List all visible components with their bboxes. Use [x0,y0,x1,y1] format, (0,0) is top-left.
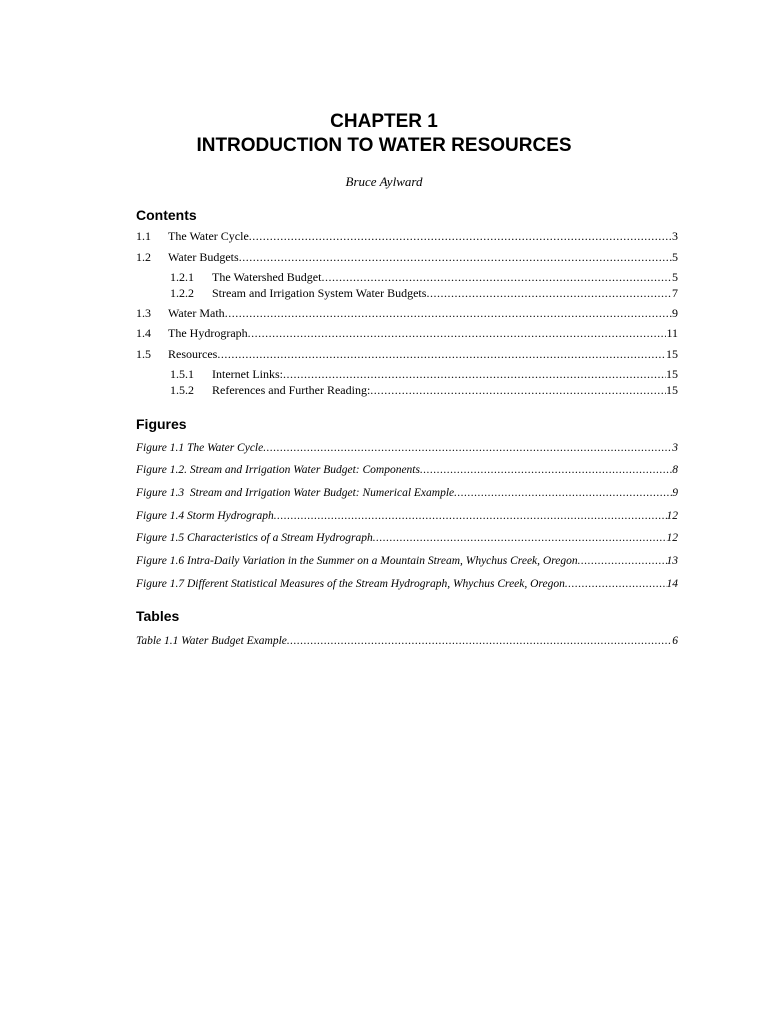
figure-entry-1-7[interactable] [136,577,678,592]
toc-title: Stream and Irrigation System Water Budgets [212,286,427,300]
table-title: Table 1.1 Water Budget Example [136,635,287,647]
figure-title: Figure 1.7 Different Statistical Measures of the Stream Hydrograph, Whychus Creek, Oregon [136,578,565,590]
dot-leader [217,347,666,362]
figure-page: 12 [666,532,678,544]
figure-title: Figure 1.3 Stream and Irrigation Water Budget: Numerical Example [136,487,455,499]
toc-number: 1.1 [136,229,151,243]
toc-entry-1-5[interactable] [136,347,678,362]
toc-entry-1-2-2[interactable] [170,286,678,301]
dot-leader [263,441,672,456]
dot-leader [426,286,672,301]
figure-title: Figure 1.2. Stream and Irrigation Water Budget: Components [136,464,420,476]
dot-leader [274,509,667,524]
figure-title: Figure 1.6 Intra-Daily Variation in the Summer on a Mountain Stream, Whychus Creek, Oregon [136,555,578,567]
table-page: 6 [672,635,678,647]
toc-title: The Watershed Budget [212,270,322,284]
toc-page: 15 [666,347,678,361]
toc-number: 1.4 [136,326,151,340]
toc-entry-1-5-1[interactable] [170,367,678,382]
toc-page: 15 [666,367,678,381]
toc-title: Water Math [168,306,225,320]
figure-entry-1-5[interactable] [136,531,678,546]
toc-number: 1.2.2 [170,286,194,300]
dot-leader [420,463,672,478]
table-entry-1-1[interactable] [136,634,678,649]
toc-entry-1-5-2[interactable] [170,383,678,398]
toc-number: 1.5.1 [170,367,194,381]
dot-leader [239,250,672,265]
dot-leader [321,270,672,285]
toc-number: 1.5 [136,347,151,361]
figure-entry-1-1[interactable] [136,441,678,456]
toc-entry-1-3[interactable] [136,306,678,321]
toc-title: The Hydrograph [168,326,248,340]
toc-page: 9 [672,306,678,320]
toc-entry-1-2-1[interactable] [170,270,678,285]
figure-entry-1-2[interactable] [136,463,678,478]
dot-leader [248,326,667,341]
toc-title: Water Budgets [168,250,239,264]
toc-number: 1.5.2 [170,383,194,397]
dot-leader [454,486,672,501]
figure-title: Figure 1.4 Storm Hydrograph [136,510,274,522]
figure-entry-1-4[interactable] [136,509,678,524]
toc-entry-1-2[interactable] [136,250,678,265]
toc-entry-1-1[interactable] [136,229,678,244]
dot-leader [578,554,667,569]
dot-leader [283,367,666,382]
figure-title: Figure 1.1 The Water Cycle [136,442,264,454]
dot-leader [225,306,672,321]
dot-leader [565,577,667,592]
tables-heading: Tables [136,608,180,624]
toc-entry-1-4[interactable] [136,326,678,341]
toc-number: 1.2 [136,250,151,264]
toc-title: The Water Cycle [168,229,249,243]
toc-page: 5 [672,250,678,264]
figure-page: 14 [666,578,678,590]
chapter-label: CHAPTER 1 [330,111,438,132]
dot-leader [373,531,667,546]
toc-page: 3 [672,229,678,243]
figure-entry-1-3[interactable] [136,486,678,501]
toc-number: 1.2.1 [170,270,194,284]
figure-entry-1-6[interactable] [136,554,678,569]
toc-page: 5 [672,270,678,284]
figure-title: Figure 1.5 Characteristics of a Stream Hydrograph [136,532,373,544]
author-name: Bruce Aylward [345,174,423,189]
figure-page: 3 [672,442,678,454]
dot-leader [287,634,672,649]
contents-heading: Contents [136,207,197,223]
toc-number: 1.3 [136,306,151,320]
figure-page: 9 [672,487,678,499]
toc-page: 15 [666,383,678,397]
toc-title: References and Further Reading: [212,383,371,397]
toc-page: 7 [672,286,678,300]
figure-page: 13 [666,555,678,567]
toc-page: 11 [666,326,678,340]
figure-page: 12 [666,510,678,522]
toc-title: Internet Links: [212,367,283,381]
figures-heading: Figures [136,416,187,432]
chapter-title: INTRODUCTION TO WATER RESOURCES [196,135,572,156]
dot-leader [370,383,666,398]
dot-leader [249,229,672,244]
figure-page: 8 [672,464,678,476]
toc-title: Resources [168,347,218,361]
